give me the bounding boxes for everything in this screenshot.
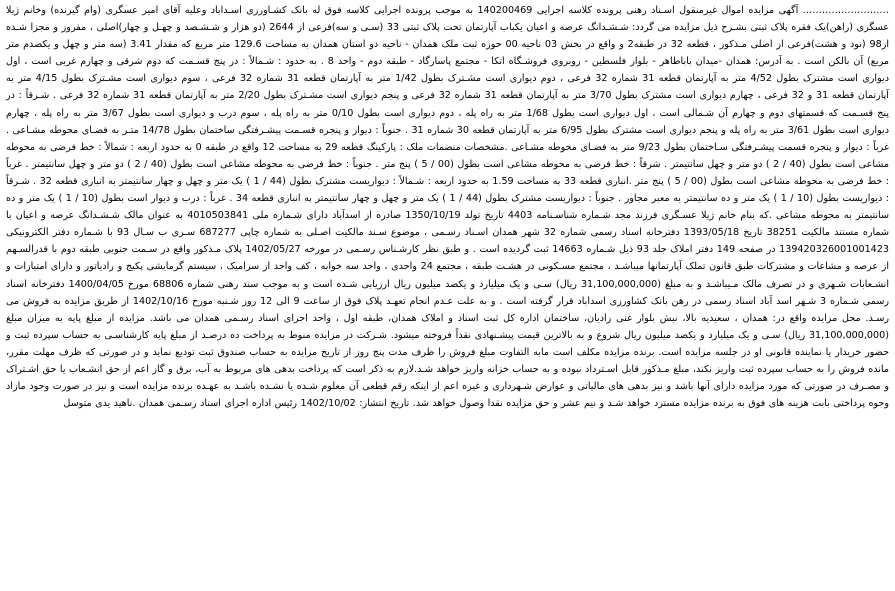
lead-dots: ……………………… <box>802 5 889 16</box>
notice-text: آگهی مزایده اموال غیرمنقول اسـناد رهنی پرونده کلاسه اجرایی 140200469 به موجب پرونده اجرایی کلاسه فوق له بانک کشـاورزی اسـداباد وعلیه آقای امیر عسگری (وام گیرنده) وخانم ژیلا عسگری (راهن)یک فقره پلاک ثبتی بشـرح ذیل مزایده می گردد: شـشـدانگ عرصه و اعیان یکباب آپارتمان تحت پلاک ثبتی 33 (سـی و سه)فرعی از 2644 (دو هزار و شـشـصد و چهـل و چهار)اصلی ، مفروز و مجزا شـده از98 (نود و هشت)فرعی از اصلی مـذکور ، قطعه 32 در طبقه2 و واقع در بخش 03 ناحیه 00 حوزه ثبت ملک همدان - ناحیه دو استان همدان به مساحت 129.6 متر مربع که مقدار 3.41 (سه متر و چهل و یکصدم متر مربع) آن بالکن است . به آدرس: همدان -میدان باباطاهر - بلوار فلسطین - روبروی فروشـگاه اتکا - مجتمع پاسارگاد - طبقه دوم - واحد 8 . به حدود : شـمالاً : در پنج قسـمت که دوم شرقی و چهارم غربی است ، اول دیواری است مشترک بطول 4/52 متر به آپارتمان قطعه 31 شماره 32 فرعی ، دوم دیواری است مشـترک بطول 1/42 متر به آپارتمان قطعه 31 شماره 32 فرعی ، سوم دیواری است مشـترک بطول 4/15 متر به آپارتمان قطعه 31 و 32 فرعی ، چهارم دیواری است مشترک بطول 3/70 متر به آپارتمان قطعه 31 شماره 32 فرعی و پنجم دیواری است مشـترک بطول 2/20 متر به آپارتمان قطعه 31 شماره 32 فرعی . شـرقاً : در پنج قسـمت که قسمتهای دوم و چهارم آن شـمالی است ، اول دیواری است بطول 1/68 متر به راه پله ، دوم دیواری است بطول 0/10 متر به راه پله ، سوم درب و دیواری است بطول 3/67 متر به راه پله ، چهارم دیواری است بطول 3/61 متر به راه پله و پنجم دیواری است مشترک بطول 6/95 متر به آپارتمان قطعه 30 شماره 31 . جنوباً : دیوار و پنجره قسـمت پیشـرفتگی ساختمان بطول 14/78 متـر به فضـای محوطه مشـاعی . غرباً : دیوار و پنجره قسمت پیشـرفتگی سـاختمان بطول 9/23 متر به فضـای محوطه مشـاعی .مشخصات منضمات ملک : پارکینگ قطعه 29 به مساحت 12 واقع در طبقه 0 به حدود اربعه : شمالاً : خط فرضی به محوطه مشاعی است بطول (40 / 2 ) دو متر و چهل سانتیمتر . شرقاً : خط فرضی به محوطه مشاعی است بطول (00 / 5 ) پنج متر . جنوباً : خط فرضی به محوطه مشاعی است بطول (40 / 2 ) دو متر و چهل سانتیمتر . غرباً : خط فرضی به محوطه مشاعی است بطول (00 / 5 ) پنج متر .انباری قطعه 33 به مساحت 1.59 به حدود اربعه : شـمالاً : دیواریست مشترک بطول (44 / 1 ) یک متر و چهل و چهار سانتیمتر به انباری قطعه 32 . شـرقاً : دیواریست بطول (10 / 1 ) یک متر و ده سانتیمتر به معبر مجاور . جنوباً : دیواریست مشترک بطول (44 / 1 ) یک متر و چهل و چهار سانتیمتر به انباری قطعه 34 . غرباً : درب و دیوار است بطول (10 / 1 ) یک متر و ده سانتیمتر به محوطه مشاعی .که بنام خانم ژیلا عسـگری فرزند مجد شـماره شناسـنامه 4403 تاریخ تولد 1350/10/19 صادره از اسدآباد دارای شـماره ملی 4010503841 به عنوان مالک شـشـدانگ عرصه و اعیان با شماره مستند مالکیت 38251 تاریخ 1393/05/18 دفترخانه اسناد رسمی شماره 32 شهر همدان اسـناد رسـمی ، موضوع سـند مالکیت اصـلی به شماره چاپی 687277 سـری ب سـال 93 با شـماره دفتر الکترونیکی 139420326001001423 در صفحه 149 دفتر املاک جلد 93 ذیل شـماره 14663 ثبت گردیده است . و طبق نظر کارشـناس رسـمی در مورخه 1402/05/27 پلاک مـذکور واقع در سـمت جنوبی طبقه دوم با قدرالسـهم از عرصه و مشاعات و مشترکات طبق قانون تملک آپارتمانها میباشـد ، مجتمع مسـکونی در هشـت طبقه ، مجتمع 24 واحدی ، واحد سه خوابه ، کف واحد از سرامیک ، سیستم گرمایشی پکیج و رادیاتور و دارای امتیازات و انشـعابات شـهری و در تصرف مالک مـیباشـد و به مبلغ (31,100,000,000 ریال) سـی و یک میلیارد و یکصد میلیون ریال ارزیابی شـده است و به موجب سند رهنی شماره 68806 مورخ 1400/04/05 دفترخانه اسناد رسمی شـماره 3 شـهر اسد آباد اسناد رسمی در رهن بانک کشاورزی اسداباد قرار گرفته است . و به علت عـدم انجام تعهـد پلاک فوق از ساعت 9 الی 12 روز شـنبه مورخ 1402/10/16 از طریق مزایده به فروش می رسـد. محل مزایده واقع در: همدان ، سعیدیه بالا، نبش بلوار غنی زادیان، ساختمان اداره کل ثبت اسناد و املاک همدان، طبقه اول ، واحد اجرای اسناد رسـمی همدان می باشد. مزایده از مبلغ پایه به میزان مبلغ (31,100,000,000 ریال) سـی و یک میلیارد و یکصد میلیون ریال شروع و به بالاترین قیمت پیشـنهادی نقداً فروخته میشود. شـرکت در مزایده منوط به پرداخت ده درصـد از مبلغ پایه کارشناسـی به حساب سپرده ثبت و حضور خریدار یا نماینده قانونی او در جلسه مزایده است. برنده مزایده مکلف است مابه التفاوت مبلغ فروش را ظرف مدت پنج روز از تاریخ مزایده به حساب صندوق ثبت تودیع نماید و در صورتی که ظرف مهلت مقرر، مانده فروش را به حساب سپرده ثبت واریز نکند، مبلغ مـذکور قابل اسـترداد نبوده و به حساب خزانه واریز خواهد شـد.لازم به ذکر است که پرداخت بدهی های مربوط به آب، برق و گاز اعم از حق انشـعاب یا حق اشـتراک و مصـرف در صورتی که مورد مزایده دارای آنها باشد و نیز بدهی های مالیاتی و عوارض شـهرداری و غیره اعم از اینکه رقم قطعی آن معلوم شـده یا نشـده باشـد به عهـده برنده مزایده است و نیز در صورت وجود مازاد وجوه پرداختی بابت هزینه های فوق به برنده مزایده مسترد خواهد شـد و نیم عشر و حق مزایده نقدا وصول خواهد شد. تاریخ انتشار: 1402/10/02 رئیس اداره اجرای اسناد رسـمی همدان .ناهید یدی متوسل <box>6 5 890 410</box>
notice-body <box>6 2 889 412</box>
